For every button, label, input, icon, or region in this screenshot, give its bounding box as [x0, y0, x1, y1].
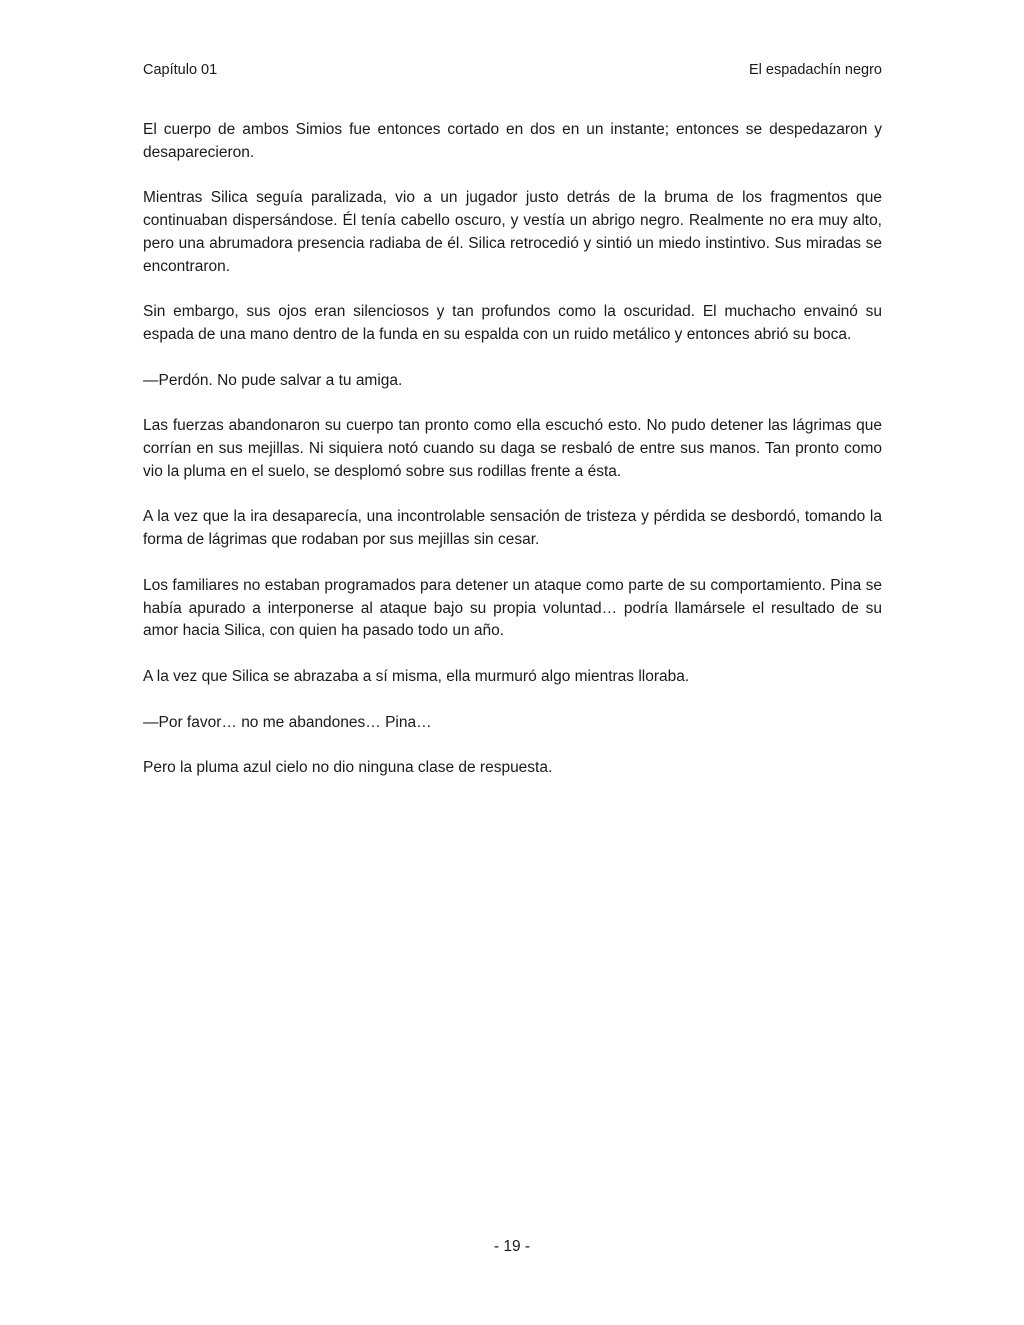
- paragraph: Pero la pluma azul cielo no dio ninguna clase de respuesta.: [143, 759, 553, 777]
- paragraph: El cuerpo de ambos Simios fue entonces cortado en dos en un instante; entonces se despedazaron y desaparecieron.: [143, 121, 882, 161]
- paragraph: Las fuerzas abandonaron su cuerpo tan pronto como ella escuchó esto. No pudo detener las lágrimas que corrían en sus mejillas. Ni siquiera notó cuando su daga se resbaló de entre sus manos. Tan pronto como vio la pluma en el suelo, se desplomó sobre sus rodillas frente a ésta.: [143, 417, 882, 480]
- page-body: [143, 119, 882, 803]
- paragraph: A la vez que la ira desaparecía, una incontrolable sensación de tristeza y pérdida se desbordó, tomando la forma de lágrimas que rodaban por sus mejillas sin cesar.: [143, 508, 882, 549]
- paragraph: A la vez que Silica se abrazaba a sí misma, ella murmuró algo mientras lloraba.: [143, 667, 690, 685]
- page-number: - 19 -: [493, 1238, 531, 1255]
- page-footer: [0, 1236, 1024, 1258]
- dialogue-line: —Por favor… no me abandones… Pina…: [143, 713, 432, 731]
- chapter-label: Capítulo 01: [143, 62, 218, 78]
- paragraph: Los familiares no estaban programados para detener un ataque como parte de su comportamiento. Pina se había apurado a interponerse al ataque bajo su propia voluntad… podría llamársele el resultado de su amor hacia Silica, con quien ha pasado todo un año.: [143, 576, 882, 640]
- dialogue-line: —Perdón. No pude salvar a tu amiga.: [143, 371, 403, 389]
- page-header: [143, 60, 882, 80]
- book-title: El espadachín negro: [748, 62, 882, 78]
- paragraph: Mientras Silica seguía paralizada, vio a un jugador justo detrás de la bruma de los fragmentos que continuaban dispersándose. Él tenía cabello oscuro, y vestía un abrigo negro. Realmente no era muy alto, pero una abrumadora presencia radiaba de él. Silica retrocedió y sintió un miedo instintivo. Sus miradas se encontraron.: [143, 189, 882, 275]
- paragraph: Sin embargo, sus ojos eran silenciosos y tan profundos como la oscuridad. El muchacho envainó su espada de una mano dentro de la funda en su espalda con un ruido metálico y entonces abrió su boca.: [143, 303, 882, 343]
